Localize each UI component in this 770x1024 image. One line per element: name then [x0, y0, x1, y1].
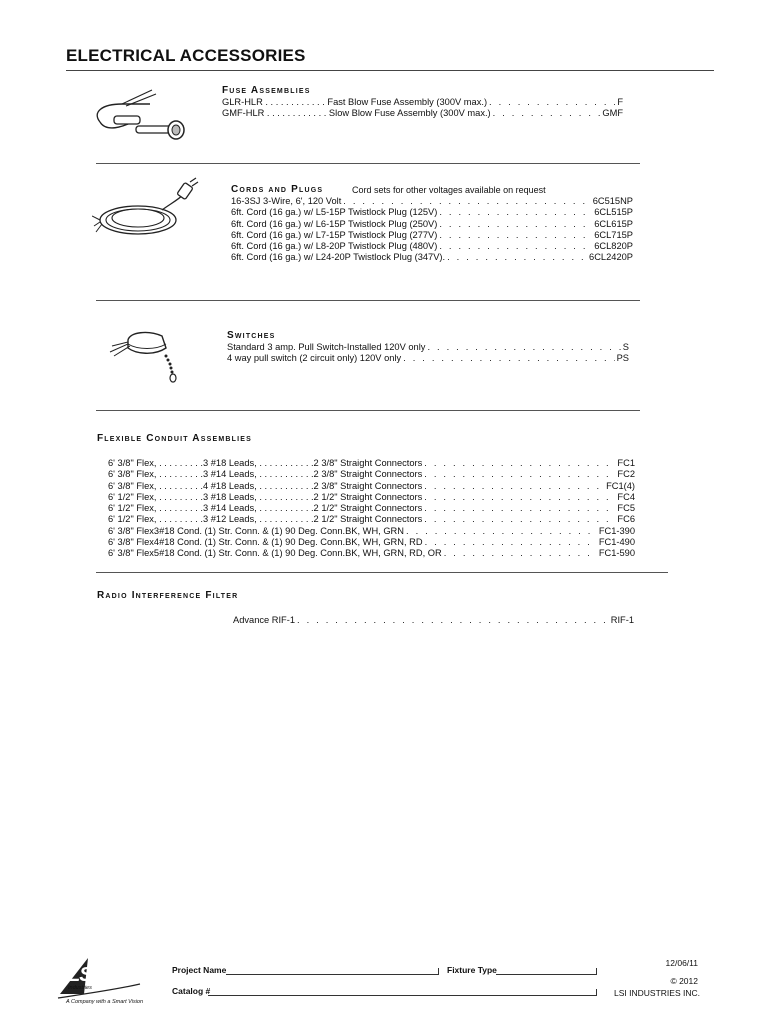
cords-list [231, 196, 633, 264]
fuse-assembly-illustration [92, 82, 192, 150]
list-item: GMF-HLR . . . . . . . . . . . . Slow Blow Fuse Assembly (300V max.) . . . GMF [222, 108, 623, 119]
catalog-field[interactable] [208, 995, 596, 996]
title-divider [66, 70, 714, 71]
logo-subtext: Industries [68, 985, 92, 991]
fuse-list [222, 97, 623, 120]
project-name-label: Project Name [172, 965, 227, 975]
section-divider [96, 163, 640, 164]
list-item: 6ft. Cord (16 ga.) w/ L24-20P Twistlock Plug (347V). . . . 6CL2420P [231, 252, 633, 263]
list-item: 6' 3/8" Flex5#18 Cond. (1) Str. Conn. & (1) 90 Deg. Conn.BK, WH, GRN, RD, OR . . . FC1-590 [108, 548, 635, 559]
cords-section-title: Cords and Plugs [231, 184, 324, 195]
list-item: 6ft. Cord (16 ga.) w/ L5-15P Twistlock Plug (125V) . . . 6CL515P [231, 207, 633, 218]
fixture-type-field[interactable] [496, 974, 596, 975]
list-item: 6ft. Cord (16 ga.) w/ L7-15P Twistlock Plug (277V) . . . 6CL715P [231, 230, 633, 241]
section-divider [96, 572, 668, 573]
list-item: 6ft. Cord (16 ga.) w/ L8-20P Twistlock Plug (480V) . . . 6CL820P [231, 241, 633, 252]
section-divider [96, 410, 640, 411]
field-end-tick [596, 989, 597, 996]
lsi-logo [54, 954, 164, 1012]
switches-list [227, 342, 629, 365]
conduit-list [108, 458, 635, 560]
catalog-label: Catalog # [172, 986, 211, 996]
list-item: 6' 3/8" Flex, . . . . . . . . .4 #18 Leads, . . . . . . . . . . .2 3/8" Straight Connectors . . . FC1(4) [108, 481, 635, 492]
logo-tagline: A Company with a Smart Vision [66, 999, 144, 1005]
list-item: 6' 1/2" Flex, . . . . . . . . .3 #12 Leads, . . . . . . . . . . .2 1/2" Straight Connectors . . . FC6 [108, 514, 635, 525]
list-item: 6' 1/2" Flex, . . . . . . . . .3 #14 Leads, . . . . . . . . . . .2 1/2" Straight Connectors . . . FC5 [108, 503, 635, 514]
conduit-section-title: Flexible Conduit Assemblies [97, 433, 252, 444]
list-item: GLR-HLR . . . . . . . . . . . . Fast Blow Fuse Assembly (300V max.) . . . F [222, 97, 623, 108]
radio-list [233, 615, 634, 626]
section-divider [96, 300, 640, 301]
list-item: 6' 3/8" Flex3#18 Cond. (1) Str. Conn. & (1) 90 Deg. Conn.BK, WH, GRN . . . FC1-390 [108, 526, 635, 537]
list-item: 6ft. Cord (16 ga.) w/ L6-15P Twistlock Plug (250V) . . . 6CL615P [231, 219, 633, 230]
list-item: 4 way pull switch (2 circuit only) 120V only . . . PS [227, 353, 629, 364]
field-end-tick [596, 968, 597, 975]
switches-section-title: Switches [227, 330, 276, 341]
fuse-section-title: Fuse Assemblies [222, 85, 311, 96]
cord-plug-illustration [92, 176, 200, 244]
field-end-tick [438, 968, 439, 975]
project-name-field[interactable] [226, 974, 438, 975]
page-title: ELECTRICAL ACCESSORIES [66, 46, 306, 65]
list-item: 6' 1/2" Flex, . . . . . . . . .3 #18 Leads, . . . . . . . . . . .2 1/2" Straight Connectors . . . FC4 [108, 492, 635, 503]
list-item: Advance RIF-1 . . . RIF-1 [233, 615, 634, 626]
radio-section-title: Radio Interference Filter [97, 590, 239, 601]
copyright-year: © 2012 [670, 976, 698, 986]
list-item: 6' 3/8" Flex, . . . . . . . . .3 #18 Leads, . . . . . . . . . . .2 3/8" Straight Connectors . . . FC1 [108, 458, 635, 469]
list-item: 6' 3/8" Flex, . . . . . . . . .3 #14 Leads, . . . . . . . . . . .2 3/8" Straight Connectors . . . FC2 [108, 469, 635, 480]
logo-text: LSI [68, 964, 97, 986]
list-item: 6' 3/8" Flex4#18 Cond. (1) Str. Conn. & (1) 90 Deg. Conn.BK, WH, GRN, RD . . . FC1-490 [108, 537, 635, 548]
fixture-type-label: Fixture Type [447, 965, 497, 975]
list-item: 16-3SJ 3-Wire, 6', 120 Volt . . . 6C515NP [231, 196, 633, 207]
revision-date: 12/06/11 [665, 958, 698, 968]
cords-note: Cord sets for other voltages available on request [352, 185, 546, 195]
list-item: Standard 3 amp. Pull Switch-Installed 120V only . . . S [227, 342, 629, 353]
company-name: LSI INDUSTRIES INC. [614, 988, 700, 998]
pull-switch-illustration [108, 322, 188, 384]
